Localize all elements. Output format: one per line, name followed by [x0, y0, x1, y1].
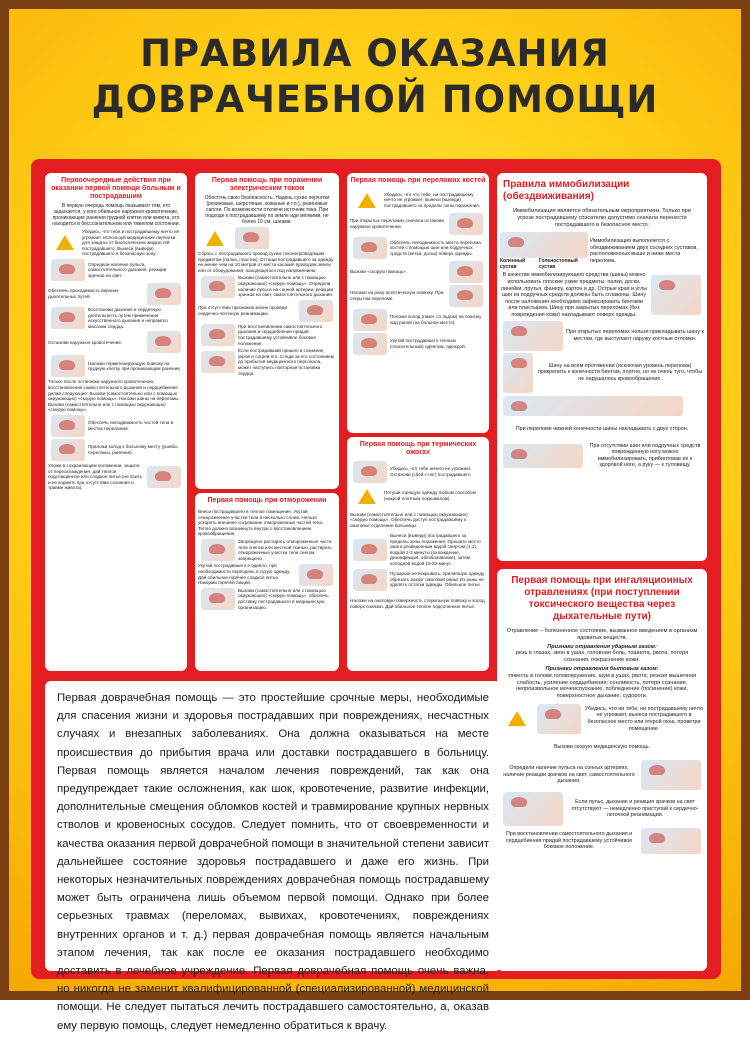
step-item [350, 533, 486, 567]
panel-fracture-heading: Первая помощь при переломах костей [350, 177, 486, 184]
title-line-1: ПРАВИЛА ОКАЗАНИЯ [140, 32, 610, 75]
step-item [48, 331, 184, 353]
illustration-icon [353, 309, 387, 331]
illustration-icon [449, 285, 483, 307]
illustration-icon [353, 237, 387, 259]
panel-first-actions [45, 173, 187, 671]
illustration-icon [201, 351, 235, 373]
illustration-icon [449, 261, 483, 283]
step-text: Определи наличие пульса на сонных артериях, наличие реакции зрачков на свет, самостоятельного дыхания. [503, 765, 635, 785]
illustration-icon [235, 227, 269, 249]
illustration-icon [353, 539, 387, 561]
step-item [198, 509, 336, 537]
step-item [350, 593, 486, 615]
step-text: Укутай пострадавшего теплым (спасательным) одеялом, одеждой. [390, 338, 466, 349]
step-text: Если пострадавший пришел в сознание, укрой и согрей его. Следи за его состоянием до прибытия медицинского персонала, может наступить повторная остановка сердца. [238, 348, 334, 376]
step-item [350, 261, 486, 283]
panel-immob-heading: Правила иммобилизации (обездвиживания) [503, 179, 630, 202]
illustration-icon [537, 704, 581, 734]
step-item [48, 283, 184, 305]
illustration-icon [147, 466, 181, 488]
step-item [500, 395, 704, 417]
step-item [350, 237, 486, 259]
panel-first-intro: В первую очередь помощь оказывают тем, кто задыхается, у кого обильное наружное кровотечение, проникающие ранения грудной клетки или живота, кто находится в бессознательном или тяжелом состоянии. [52, 203, 180, 227]
illustration-icon [449, 213, 483, 235]
illustration-icon [641, 828, 701, 854]
leg-splint-icon [503, 396, 683, 416]
step-text: Убедись, что ни тебе, ни пострадавшему ничто не угрожает, вынеси пострадавшего в безопасное место или открой окна, проветри помещение. [584, 705, 704, 732]
step-text: Укутай пострадавшего в одеяло, при необходимости переодень в сухую одежду. Дай обильное горячее сладкое питье. Накорми горячей пищей. [198, 563, 291, 586]
step-text: Уложи в сохраняющем положении, защити от переохлаждения, дай теплое подслащенное или сладкое питье (не поить и не кормить при отсутствии сознания и травме живота). [48, 462, 143, 491]
step-text: Обеспечь неподвижность частей тела в местах переломов. [88, 420, 174, 431]
illustration-icon [51, 415, 85, 437]
step-text: Потуши горящую одежду любым способом (накрой плотным покрывалом). [384, 490, 476, 501]
step-item [48, 379, 184, 413]
step-item [350, 333, 486, 355]
step-item [350, 569, 486, 591]
panel-fractures [347, 173, 489, 433]
panel-electric-heading: Первая помощь при поражении электрическим током [211, 177, 323, 192]
step-text: Иммобилизация выполняется с обездвиживанием двух соседних суставов, расположенных выше и ниже места перелома. [590, 238, 698, 264]
knee-label: Коленный сустав [500, 258, 526, 271]
illustration-icon [299, 564, 333, 586]
step-item [350, 189, 486, 211]
step-text: Сбрось с пострадавшего провод сухим токонепроводящим предметом (палка, пластик). Оттащи пострадавшего за одежду не менее чем на 10 метров от места касания проводом земли или от оборудования, находящегося под напряжением. [198, 251, 334, 273]
step-item [48, 439, 184, 461]
step-item [500, 828, 704, 854]
step-text: Только после остановки наружного кровотечения, восстановления самостоятельного дыхания и сердцебиения делай следующее: Вызови (самостоятельно или с помощью окружающих) «скорую помощь». Наложи шины на переломы. Вызови (самостоятельно или с помощью окружающих) «скорую помощь». [48, 379, 180, 413]
step-text: При отсутствии шин или подручных средств поврежденную ногу можно иммобилизировать, прибинтовав ее к здоровой ноге, а руку — к туловищу. [589, 442, 701, 469]
panel-immobilization [497, 173, 707, 561]
warning-icon [508, 711, 526, 726]
step-text: При открытых переломах нельзя прикладывать шину к местам, где выступают наружу костные отломки. [566, 328, 704, 342]
illustration-icon [201, 324, 235, 346]
panel-burn-heading: Первая помощь при термических ожогах [359, 441, 477, 456]
step-item [48, 415, 184, 437]
step-item [198, 275, 336, 297]
warning-icon [358, 489, 376, 504]
step-item [500, 272, 704, 318]
panel-electric [195, 173, 339, 489]
warning-icon [206, 231, 224, 246]
step-item [350, 285, 486, 307]
illustration-icon [353, 333, 387, 355]
toxic-light-text: резь в глазах, звон в ушах, головная боль, тошнота, рвота, потеря сознания, покраснение кожи. [515, 650, 689, 664]
step-text: Определи наличие пульса, самостоятельного дыхания, реакции зрачков на свет. [88, 261, 167, 278]
step-item [198, 324, 336, 346]
toxic-intro: Отравление – болезненное состояние, вызванное введением в организм ядовитых веществ. [506, 628, 698, 641]
step-item [500, 321, 704, 351]
step-text: Вызови скорую медицинскую помощь. [553, 743, 651, 750]
illustration-icon [503, 444, 583, 468]
step-text: Убедись, что тебе и пострадавшему ничто не угрожает. Используй медицинские перчатки для защиты от биологических жидкостей пострадавшего. Вынеси (выведи) пострадавшего в безопасную зону. [82, 229, 180, 257]
splint-icon [651, 275, 701, 315]
warning-icon [56, 235, 74, 250]
illustration-icon [51, 259, 85, 281]
step-item [500, 419, 704, 441]
step-text: Останови наружное кровотечение. [48, 339, 123, 345]
illustration-icon [147, 283, 181, 305]
step-text: Шину на всем протяжении (исключая уровень перелома) прикрепить к конечности бинтом, плотно, но не очень туго, чтобы не нарушалось кровообращение. [537, 362, 703, 382]
illustration-icon [503, 321, 563, 351]
poster-title [9, 31, 741, 123]
step-text: Убедись, что тебе ничего не угрожает. Останови (сбей с ног) пострадавшего. [390, 466, 472, 477]
step-text: Восстанови дыхание и сердечную деятельность путем применения искусственного дыхания и непрямого массажа сердца. [88, 306, 168, 329]
warning-icon [358, 193, 376, 208]
step-item [500, 443, 704, 469]
step-text: Приложи холод к больному месту (ушибы, переломы, ранения). [88, 444, 179, 455]
ankle-label: Голеностопный сустав [538, 258, 578, 271]
step-item [198, 300, 336, 322]
illustration-icon [201, 276, 235, 298]
step-text: Наложи на ожоговую поверхность стерильную повязку и холод поверх повязки. Дай обильное теплое подсоленное питье. [350, 597, 485, 609]
step-text: При восстановлении самостоятельного дыхания и сердцебиения придай пострадавшему устойчивое боковое положение. [238, 323, 323, 346]
title-line-2: ДОВРАЧЕБНОЙ ПОМОЩИ [91, 78, 659, 121]
step-text: Вызови (самостоятельно или с помощью окружающих) «скорую помощь». Обеспечь доступ пострадавшему к ожоговое отделение больницы. [350, 511, 468, 528]
step-item [350, 509, 486, 531]
panel-first-heading: Первоочередные действия при оказании первой помощи больным и пострадавшим [51, 177, 181, 200]
illustration-icon [353, 461, 387, 483]
step-text: Вызови (самостоятельно или с помощью окружающих) «скорую помощь», обеспечь доставку пострадавшего в медицинскую организацию. [238, 587, 329, 610]
toxic-light-title: Признаки отравления ударным газом: [547, 643, 657, 650]
step-item [198, 251, 336, 273]
step-item [198, 227, 336, 249]
step-text: Обеспечь проходимость верхних дыхательных путей. [48, 288, 119, 299]
step-item [198, 588, 336, 610]
step-item [198, 539, 336, 561]
cpr-icon [503, 792, 563, 826]
panel-immob-intro: Иммобилизация является обязательным мероприятием. Только при угрозе пострадавшему спасателю допустимо сначала перенести пострадавшего в безопасное место. [513, 208, 691, 228]
step-text: При переломе нижней конечности шины накладывать с двух сторон. [515, 426, 689, 433]
step-item [198, 348, 336, 376]
illustration-icon [201, 539, 235, 561]
step-text: В качестве иммобилизирующего средства (шины) можно использовать плоские узкие предметы: палки, доски, линейки, прутья, фанеру, картон и др. Острые края и углы шин из подручных средств должны быть сглажены. Шину после наложения необходимо зафиксировать бинтами или пластырем. Шину при закрытых переломах (без повреждения кожи) накладывают поверх одежды. [500, 272, 648, 318]
step-text: При отсутствии признаков жизни проведи сердечно-легочную реанимацию. [198, 305, 288, 316]
step-text: Наложи герметизирующую повязку на грудную клетку при проникающем ранении. [88, 360, 182, 372]
step-item [500, 232, 704, 270]
step-text: Вызови «скорую помощь». [350, 269, 408, 275]
step-text: Убедись, что что тебе, ни пострадавшему ничто не угрожает, вынеси (выведи) пострадавшего за пределы зоны поражения. [384, 191, 481, 208]
step-item [500, 736, 704, 758]
step-text: Внеси пострадавшего в теплое помещение. Укутай отмороженные участки тела в несколько слоев. Нельзя ускорять внешнее согревание отмороженных частей тела. Тепло должно возникнуть внутри с восстановлением кровообращения. [198, 509, 324, 537]
step-text: Обеспечь неподвижность места перелома костей с помощью шин или подручных средств (ветка, доска) поверх одежды. [390, 239, 481, 256]
toxic-heavy-title: Признаки отравления бытовым газом: [545, 665, 659, 672]
step-item [500, 704, 704, 734]
step-item [48, 355, 184, 377]
illustration-icon [201, 588, 235, 610]
step-text: При открытых переломах сначала останови наружное кровотечение. [350, 218, 444, 229]
step-text: Запрещено растирать отмороженные части тела снегом или жесткой тканью, растирать отмороженные участки тела снегом запрещено. [238, 538, 332, 561]
step-item [198, 563, 336, 585]
step-item [350, 461, 486, 483]
joint-diagram [500, 232, 590, 270]
step-item [500, 353, 704, 393]
step-text: Вызови (самостоятельно или с помощью окружающих) «скорую помощь». Определи наличие пульса на сонной артерии, реакции зрачков на свет, самостоятельного дыхания. [238, 275, 334, 298]
step-text: Пузырьки не вскрывать, прилипшую одежду обрезать вокруг ожоговой раны! Из раны не удалять остатки одежды. Обильное питье. [390, 571, 485, 588]
step-item [500, 792, 704, 826]
step-item [350, 485, 486, 507]
step-text: Наложи на рану асептическую повязку. При открытом переломе. [350, 290, 444, 301]
step-item [500, 760, 704, 790]
panel-frost-heading: Первая помощь при отморожении [207, 497, 327, 504]
panel-toxic-heading: Первая помощь при ингаляционных отравлениях (при поступлении токсического вещества через дыхательные пути) [511, 575, 693, 622]
leg-icon [500, 232, 588, 258]
intro-text-block [45, 681, 501, 1032]
step-item [350, 309, 486, 331]
step-text: Вынеси (выведи) пострадавшего за пределы зоны поражения. Орошать место ожога разведенным водой спиртом (1:1), водкой 2-3 минуты (охлаждение, дезинфекция, обезболивание), затем холодной водой 15-20 минут. [390, 533, 481, 566]
illustration-icon [147, 331, 181, 353]
panel-electric-intro: Обесточь свою безопасность. Надень сухие перчатки (резиновые, шерстяные, кожаные и т.п.), резиновые сапоги. По возможности отключи источник тока. При подходе к пострадавшему по земле иди мелкими, не более 10 см, шагами. [204, 195, 330, 225]
toxic-heavy-text: тяжесть в голове,головокружение, шум в ушах, рвота; резкая мышечная слабость, усиление сердцебиения; сонливость, потеря сознания, непроизвольное мочеиспускание, побледнение (посинение) кожи, поверхностное дыхание, судороги. [507, 672, 697, 700]
step-item [48, 259, 184, 281]
content-frame [31, 159, 721, 1032]
illustration-icon [641, 760, 701, 790]
panel-frostbite [195, 493, 339, 671]
step-item [48, 307, 184, 329]
step-text: Если пульс, дыхание и реакция зрачков на свет отсутствуют — немедленно приступай к сердечно-легочной реанимации. [571, 799, 699, 819]
illustration-icon [51, 307, 85, 329]
step-item [48, 463, 184, 491]
illustration-icon [51, 439, 85, 461]
step-item [350, 213, 486, 235]
illustration-icon [299, 300, 333, 322]
step-text: При восстановлении самостоятельного дыхания и сердцебиения придай пострадавшему устойчивое боковое положение. [505, 831, 633, 851]
intro-paragraph: Первая доврачебная помощь — это простейшие срочные меры, необходимые для спасения жизни и здоровья пострадавших при повреждениях, несчастных случаях и внезапных заболеваниях. Она должна оказываться на месте происшествия до прибытия врача или доставки пострадавшего в больницу. Первая помощь является началом лечения повреждений, так как она предупреждает такие осложнения, как шок, кровотечение, развитие инфекции, дополнительные смещения обломков костей и травмирование крупных нервных стволов и кровеносных сосудов. Следует помнить, что от своевременности и качества оказания первой доврачебной помощи в значительной степени зависит дальнейшее состояние здоровья пострадавшего и даже его жизнь. При некоторых незначительных повреждениях доврачебная помощь пострадавшему может быть ограничена лишь объемом первой помощи. Однако при более серьезных травмах (переломах, вывихах, кровотечениях, повреждениях внутренних органов и т. д.) первая доврачебная помощь является начальным этапом лечения, так как после ее оказания пострадавшего необходимо доставить в лечебное учреждение. Первая доврачебная помощь очень важна, но никогда не заменит квалифицированной (специализированной) медицинской помощи. Не следует пытаться лечить пострадавшего самостоятельно, а, оказав ему первую помощь, следует немедленно обратиться к врачу. [57, 692, 489, 1032]
step-item [48, 229, 184, 257]
step-text: Положи холод (пакет со льдом) на повязку над раной (на больное место). [390, 314, 482, 325]
illustration-icon [353, 569, 387, 591]
panel-burns [347, 437, 489, 671]
bandage-icon [503, 353, 533, 393]
panel-toxic [497, 569, 707, 971]
illustration-icon [51, 355, 85, 377]
